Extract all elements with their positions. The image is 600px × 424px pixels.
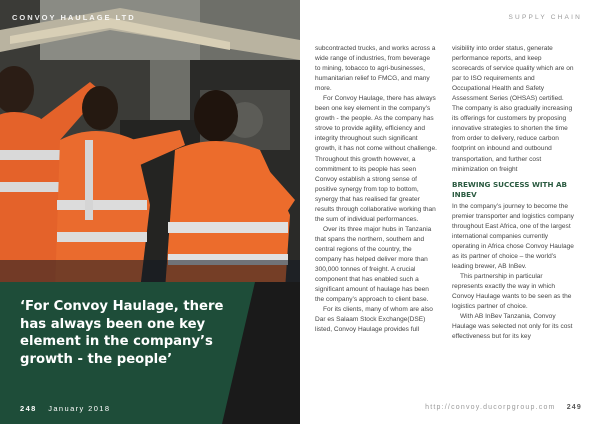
workers-photo [0, 0, 300, 290]
article-column-1 [315, 44, 437, 335]
paragraph: Over its three major hubs in Tanzania that spans the northern, southern and central regions of the country, the company has helped deliver more than 300,000 tonnes of freight. A crucial component that has enabled such a significant amount of haulage has been the company’s approach to client base. [315, 225, 432, 304]
website-link[interactable]: http://convoy.ducorpgroup.com [425, 404, 556, 411]
paragraph: subcontracted trucks, and works across a wide range of industries, from beverage to mining, tobacco to agri-businesses, humanitarian relief to FMCG, and many more. [315, 45, 436, 93]
article-column-2 [452, 44, 574, 342]
right-page [300, 0, 600, 424]
brand-header: CONVOY HAULAGE LTD [12, 13, 136, 22]
paragraph: With AB InBev Tanzania, Convoy Haulage was selected not only for its cost effectiveness but for its key [452, 313, 573, 341]
subheading: BREWING SUCCESS WITH AB INBEV [452, 179, 568, 200]
pull-quote: ‘For Convoy Haulage, there has always been one key element in the company’s growth - the people’ [20, 299, 224, 367]
paragraph: For Convoy Haulage, there has always been one key element in the company’s growth - the people. As the company has strove to provide agility, efficiency and integrity throughout such significant growth, it has not come without challenge. Throughout this growth however, a commitment to its people has seen Convoy establish a strong sense of positive synergy from top to bottom, synergy that has realised far greater results through collaborative working than the sum of individual performances. [315, 95, 437, 223]
paragraph: This partnership in particular represents exactly the way in which Convoy Haulage wants to be seen as the logistics partner of choice. [452, 272, 572, 311]
paragraph: In the company’s journey to become the premier transporter and logistics company throughout East Africa, one of the largest international companies currently operating in Africa chose Convoy Haulage as its partner of choice – the world’s leading brewer, AB InBev. [452, 202, 574, 270]
issue-date: January 2018 [48, 404, 111, 413]
section-title: SUPPLY CHAIN [508, 14, 582, 21]
paragraph: visibility into order status, generate performance reports, and keep scorecards of service quality which are on par to ISO requirements and Occupational Health and Safety Assessment Series (OHSAS) certified. The company is also gradually increasing its offerings for customers by proposing innovative strategies to shorten the time from order to delivery, reduce carbon footprint on inbound and outbound transportation, and further cost minimization on freight [452, 45, 574, 173]
right-page-number: 249 [566, 404, 582, 411]
right-footer [425, 404, 582, 411]
paragraph: For its clients, many of whom are also Dar es Salaam Stock Exchange(DSE) listed, Convoy Haulage provides full [315, 306, 433, 334]
left-footer [20, 404, 110, 413]
photo-illustration [0, 0, 300, 290]
left-page-number: 248 [20, 404, 37, 413]
